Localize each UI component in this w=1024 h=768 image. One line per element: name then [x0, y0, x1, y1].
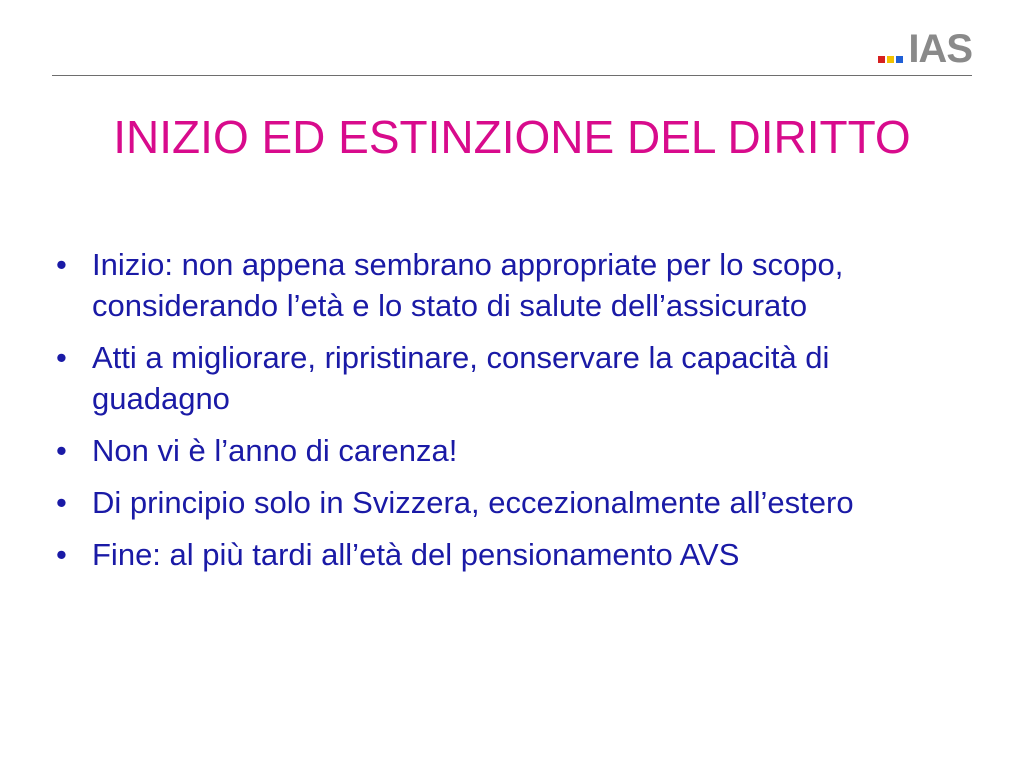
bullet-item — [52, 430, 952, 471]
bullet-item — [52, 244, 952, 326]
bullet-icon: • — [56, 485, 67, 520]
bullet-text: Di principio solo in Svizzera, eccezionalmente all’estero — [92, 485, 854, 520]
bullet-item — [52, 482, 952, 523]
bullet-icon: • — [56, 247, 67, 282]
bullet-text: Inizio: non appena sembrano appropriate per lo scopo, considerando l’età e lo stato di salute dell’assicurato — [92, 247, 844, 323]
bullet-list — [52, 244, 952, 586]
bullet-item — [52, 337, 952, 419]
bullet-icon: • — [56, 537, 67, 572]
ias-logo — [878, 27, 972, 71]
logo-square-blue — [896, 56, 903, 63]
logo-text: IAS — [908, 27, 972, 71]
bullet-icon: • — [56, 433, 67, 468]
bullet-text: Fine: al più tardi all’età del pensionamento AVS — [92, 537, 740, 572]
logo-squares-icon — [878, 56, 905, 63]
bullet-text: Non vi è l’anno di carenza! — [92, 433, 458, 468]
bullet-item — [52, 534, 952, 575]
slide-title: INIZIO ED ESTINZIONE DEL DIRITTO — [113, 111, 911, 163]
logo-square-red — [878, 56, 885, 63]
bullet-text: Atti a migliorare, ripristinare, conservare la capacità di guadagno — [92, 340, 830, 416]
logo-square-yellow — [887, 56, 894, 63]
header-divider — [52, 75, 972, 76]
bullet-icon: • — [56, 340, 67, 375]
